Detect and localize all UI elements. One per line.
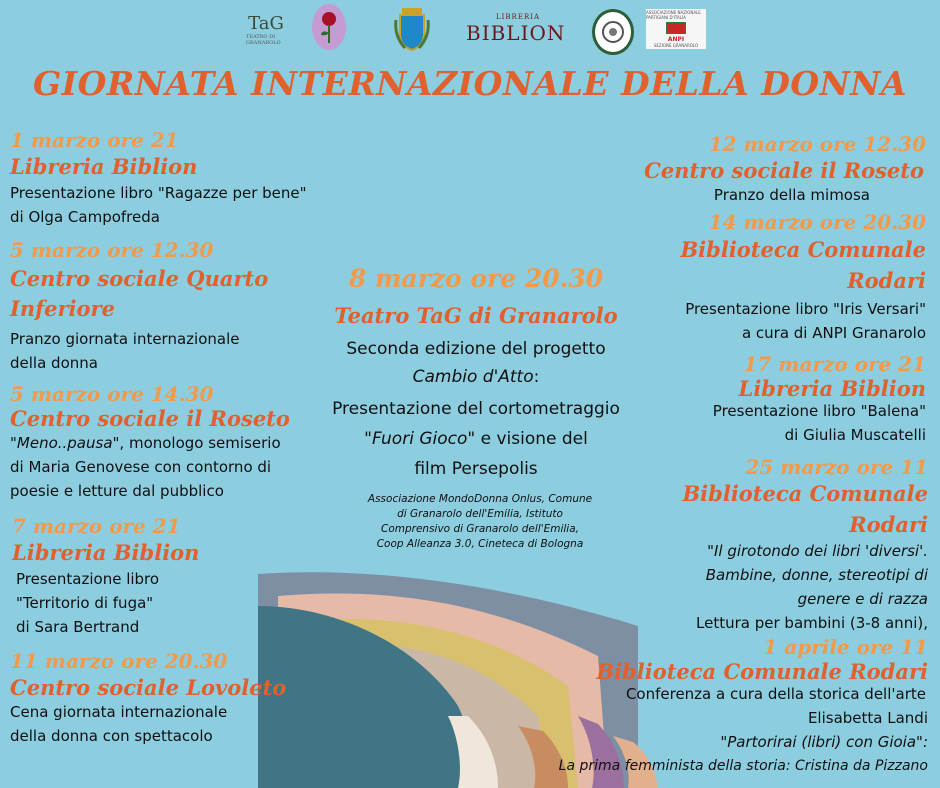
center-event-date: 8 marzo ore 20.30: [348, 264, 604, 293]
event-place: Libreria Biblion: [12, 540, 200, 565]
credits-line: Coop Alleanza 3.0, Cineteca di Bologna: [376, 538, 584, 550]
tag-logo-sub: TEATRO DI GRANAROLO: [246, 33, 281, 46]
right-event-1: [644, 134, 924, 207]
event-desc-line: Presentazione libro "Iris Versari": [685, 300, 926, 318]
event-place: Centro sociale Quarto: [10, 266, 269, 291]
center-line-4: [300, 426, 652, 452]
rose-logo: [312, 4, 346, 50]
event-place: Centro sociale Lovoleto: [10, 675, 287, 700]
event-place-cont: Rodari: [849, 512, 928, 537]
event-desc-line: Presentazione libro: [16, 570, 160, 588]
rose-icon: [316, 9, 342, 45]
event-date: 5 marzo ore 14.30: [10, 382, 214, 406]
event-place: Biblioteca Comunale: [682, 481, 928, 506]
left-event-2: [10, 240, 268, 375]
short-film-title: "Fuori Gioco": [364, 429, 476, 449]
event-date: 1 marzo ore 21: [10, 128, 179, 152]
event-desc-line: di Giulia Muscatelli: [784, 426, 926, 444]
credits-line: di Granarolo dell'Emilia, Istituto: [397, 508, 563, 520]
event-date: 11 marzo ore 20.30: [10, 649, 228, 673]
event-date: 5 marzo ore 12.30: [10, 238, 214, 262]
event-desc-line: di Olga Campofreda: [10, 208, 160, 226]
event-desc-line: genere e di razza: [797, 590, 928, 608]
anpi-logo-label: ANPI: [667, 36, 685, 43]
center-line-2: [300, 364, 652, 390]
event-desc-line: "Il girotondo dei libri 'diversi'.: [707, 542, 928, 560]
event-place-cont: Inferiore: [10, 296, 115, 321]
event-place: Biblioteca Comunale: [680, 237, 926, 262]
right-event-4: [682, 457, 928, 635]
center-event-place: Teatro TaG di Granarolo: [334, 303, 618, 328]
event-date: 12 marzo ore 12.30: [708, 132, 926, 156]
center-line-1: Seconda edizione del progetto: [346, 339, 606, 359]
event-date: 25 marzo ore 11: [745, 455, 928, 479]
event-date: 7 marzo ore 21: [12, 514, 181, 538]
event-desc-line: Elisabetta Landi: [807, 709, 928, 727]
anpi-logo: [646, 9, 706, 49]
left-event-1: [10, 130, 307, 229]
event-desc-line: Presentazione libro "Ragazze per bene": [10, 184, 307, 202]
event-desc-line: Cena giornata internazionale: [10, 703, 228, 721]
page-title: GIORNATA INTERNAZIONALE DELLA DONNA: [32, 64, 908, 103]
event-desc-line: Pranzo della mimosa: [713, 186, 870, 204]
event-desc-line: "Territorio di fuga": [16, 594, 154, 612]
left-event-3: [10, 384, 290, 503]
anpi-flag-icon: [666, 22, 686, 34]
event-desc-line: della donna con spettacolo: [10, 727, 213, 745]
event-desc-line: "Partorirai (libri) con Gioia":: [720, 733, 928, 751]
monologue-desc: , monologo semiserio: [119, 434, 281, 452]
event-desc-line: Pranzo giornata internazionale: [10, 330, 240, 348]
center-line-5: film Persepolis: [414, 459, 538, 479]
event-desc-line: Presentazione libro "Balena": [712, 402, 926, 420]
event-desc-line: La prima femminista della storia: Cristina da Pizzano: [558, 758, 928, 774]
lion-icon: [601, 18, 625, 46]
event-place-cont: Rodari: [847, 268, 926, 293]
tag-logo-label: TaG: [248, 12, 284, 34]
left-event-5: [10, 651, 286, 748]
municipality-crest-logo: [392, 6, 432, 52]
project-title: Cambio d'Atto: [412, 367, 534, 387]
center-credits: [340, 492, 620, 552]
anpi-logo-bottom: SEZIONE GRANAROLO: [653, 43, 699, 48]
project-title-colon: :: [533, 367, 540, 387]
monologue-title: "Meno..pausa": [10, 434, 120, 452]
event-place: Libreria Biblion: [738, 376, 926, 401]
event-desc-line: Lettura per bambini (3-8 anni),: [696, 614, 928, 632]
event-desc-line: di Sara Bertrand: [16, 618, 140, 636]
event-desc-line: di Maria Genovese con contorno di: [10, 458, 272, 476]
crest-icon: [393, 6, 431, 52]
left-event-4: [12, 516, 199, 639]
event-desc-line: Conferenza a cura della storica dell'arte: [625, 685, 926, 703]
anpi-logo-top: ASSOCIAZIONE NAZIONALE PARTIGIANI D'ITALIA: [646, 10, 701, 20]
event-desc-line: poesie e letture dal pubblico: [10, 482, 224, 500]
event-date: 14 marzo ore 20.30: [708, 210, 926, 234]
credits-line: Comprensivo di Granarolo dell'Emilia,: [381, 523, 579, 535]
event-date: 17 marzo ore 21: [743, 352, 926, 376]
event-place: Centro sociale il Roseto: [10, 406, 290, 431]
event-place: Libreria Biblion: [10, 154, 198, 179]
biblion-logo-label: BIBLION: [466, 21, 566, 45]
event-desc-line: Bambine, donne, stereotipi di: [705, 566, 928, 584]
biblion-logo: [466, 6, 574, 52]
right-event-5: [559, 637, 928, 778]
event-place: Centro sociale il Roseto: [644, 158, 924, 183]
credits-line: Associazione MondoDonna Onlus, Comune: [367, 493, 593, 505]
right-event-2: [680, 212, 926, 345]
event-date: 1 aprile ore 11: [763, 635, 928, 659]
event-place: Biblioteca Comunale Rodari: [596, 659, 928, 684]
biblion-logo-small: LIBRERIA: [496, 13, 541, 21]
event-desc-line: a cura di ANPI Granarolo: [741, 324, 926, 342]
event-desc-line: [10, 431, 290, 455]
event-desc-line: della donna: [10, 354, 98, 372]
tag-theatre-logo: [246, 6, 286, 52]
lion-logo: [592, 9, 634, 55]
short-film-rest: e visione del: [475, 429, 588, 449]
center-line-3: Presentazione del cortometraggio: [332, 399, 620, 419]
right-event-3: [713, 354, 926, 447]
